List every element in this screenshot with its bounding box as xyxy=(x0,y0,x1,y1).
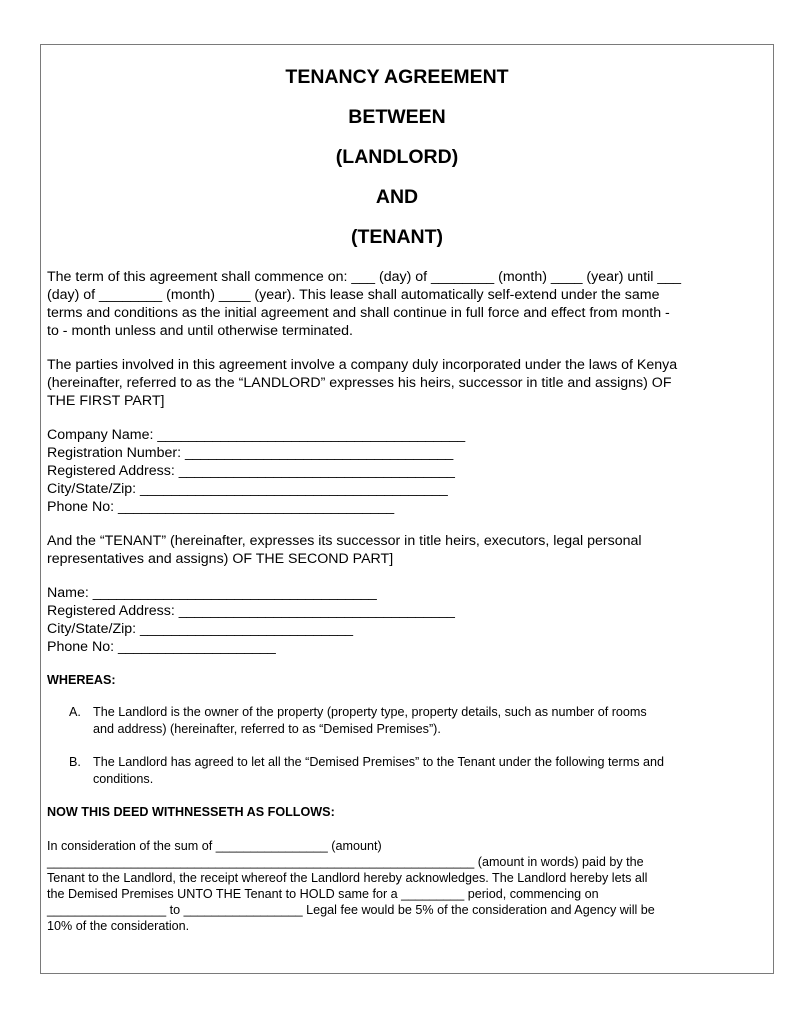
title-line: TENANCY AGREEMENT xyxy=(285,66,509,88)
text-line: representatives and assigns) OF THE SECOND PART] xyxy=(47,551,394,567)
text-line: THE FIRST PART] xyxy=(47,393,165,409)
whereas-item-a xyxy=(47,704,747,737)
tenant-paragraph xyxy=(47,532,747,568)
registration-number-field: Registration Number: __________________________________ xyxy=(47,445,454,461)
company-name-field: Company Name: _______________________________________ xyxy=(47,427,466,443)
text-line: In consideration of the sum of ________________ (amount) xyxy=(47,839,382,853)
tenant-fields xyxy=(47,584,747,656)
text-line: The parties involved in this agreement involve a company duly incorporated under the laws of Kenya xyxy=(47,357,678,373)
list-marker: B. xyxy=(69,755,81,769)
title-line: BETWEEN xyxy=(348,106,446,128)
text-line: to - month unless and until otherwise terminated. xyxy=(47,323,353,339)
text-line: terms and conditions as the initial agreement and shall continue in full force and effect from month - xyxy=(47,305,670,321)
title-line: (TENANT) xyxy=(350,226,444,248)
tenant-name-field: Name: ____________________________________ xyxy=(47,585,377,601)
registered-address-field: Registered Address: ___________________________________ xyxy=(47,463,455,479)
term-paragraph xyxy=(47,268,747,340)
text-line: The term of this agreement shall commence on: ___ (day) of ________ (month) ____ (year) until ___ xyxy=(47,269,682,285)
text-line: _________________ to _________________ Legal fee would be 5% of the consideration and Agency will be xyxy=(47,903,655,917)
text-line: (day) of ________ (month) ____ (year). This lease shall automatically self-extend under the same xyxy=(47,287,660,303)
list-marker: A. xyxy=(69,705,81,719)
city-state-zip-field: City/State/Zip: _______________________________________ xyxy=(47,481,448,497)
text-line: 10% of the consideration. xyxy=(47,919,190,933)
text-line: conditions. xyxy=(93,771,154,786)
phone-field: Phone No: ___________________________________ xyxy=(47,499,395,515)
consideration-paragraph xyxy=(47,838,747,934)
text-line: And the “TENANT” (hereinafter, expresses its successor in title heirs, executors, legal personal xyxy=(47,533,642,549)
text-line: _____________________________________________________________ (amount in words) paid by the xyxy=(47,855,644,869)
title-line: (LANDLORD) xyxy=(335,146,459,168)
whereas-heading: WHEREAS: xyxy=(47,673,116,687)
document-title xyxy=(47,62,747,262)
title-line: AND xyxy=(375,186,419,208)
landlord-fields xyxy=(47,426,747,516)
parties-paragraph xyxy=(47,356,747,410)
text-line: Tenant to the Landlord, the receipt whereof the Landlord hereby acknowledges. The Landlord hereby lets all xyxy=(47,871,648,885)
tenant-phone-field: Phone No: ____________________ xyxy=(47,639,276,655)
document-body xyxy=(47,62,747,934)
text-line: The Landlord has agreed to let all the “Demised Premises” to the Tenant under the following terms and xyxy=(93,755,665,769)
text-line: (hereinafter, referred to as the “LANDLORD” expresses his heirs, successor in title and assigns) OF xyxy=(47,375,672,391)
text-line: the Demised Premises UNTO THE Tenant to HOLD same for a _________ period, commencing on xyxy=(47,887,599,901)
whereas-item-b xyxy=(47,754,747,787)
text-line: and address) (hereinafter, referred to as “Demised Premises”). xyxy=(93,721,441,736)
tenant-city-state-zip-field: City/State/Zip: ___________________________ xyxy=(47,621,354,637)
tenant-address-field: Registered Address: ___________________________________ xyxy=(47,603,455,619)
text-line: The Landlord is the owner of the property (property type, property details, such as number of rooms xyxy=(93,705,647,719)
deed-heading: NOW THIS DEED WITHNESSETH AS FOLLOWS: xyxy=(47,805,335,819)
